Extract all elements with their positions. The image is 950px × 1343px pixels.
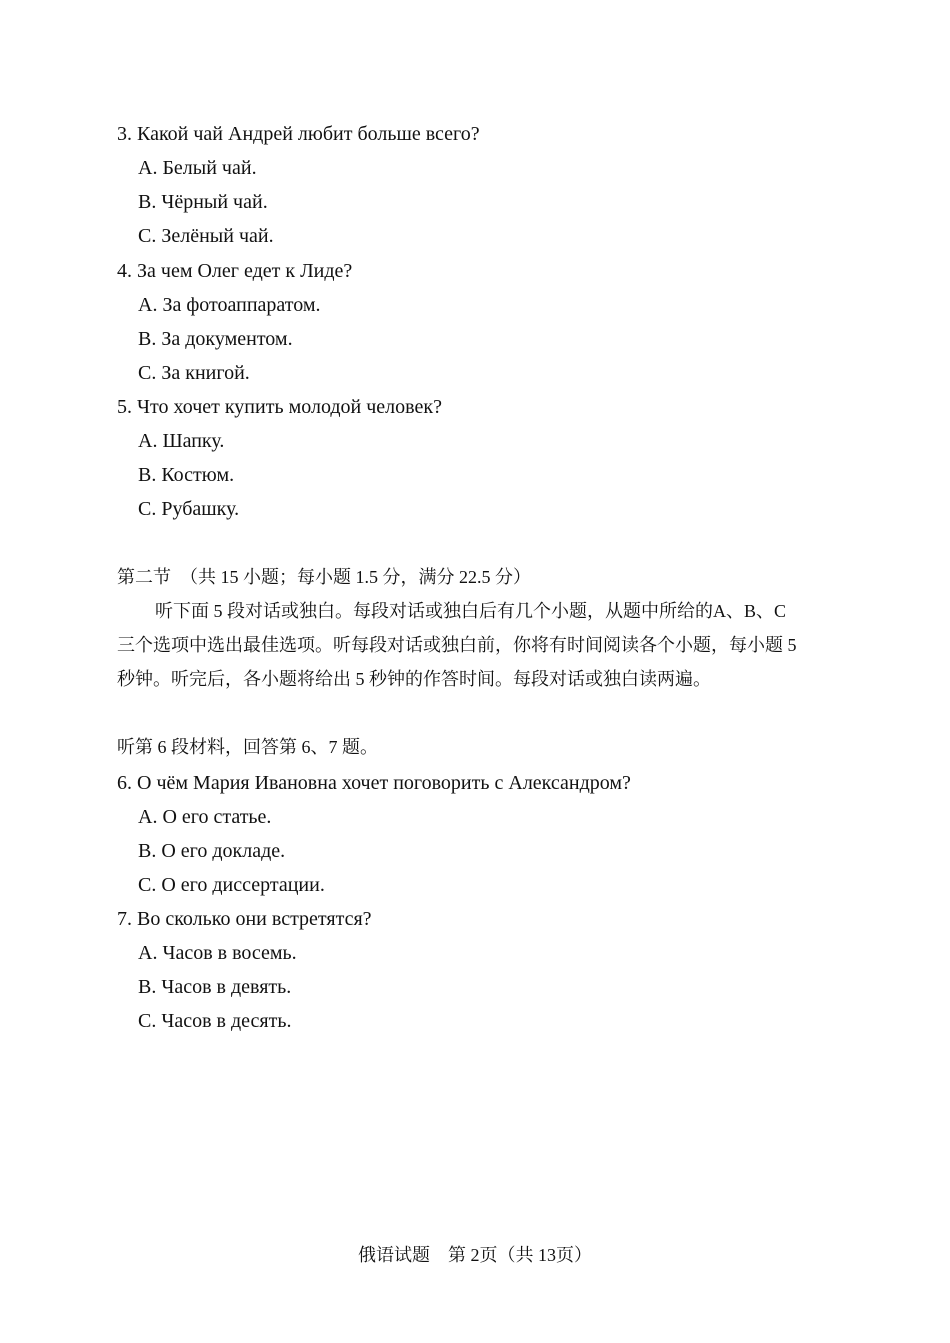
section-2-instructions-line-1: 听下面 5 段对话或独白。每段对话或独白后有几个小题，从题中所给的A、B、C (155, 601, 787, 621)
question-7: 7. Во сколько они встретятся? (117, 908, 372, 930)
question-5: 5. Что хочет купить молодой человек? (117, 396, 442, 418)
question-4-option-c: C. За книгой. (138, 362, 250, 384)
question-3-option-b: B. Чёрный чай. (138, 191, 268, 213)
question-6-option-c: C. О его диссертации. (138, 874, 325, 896)
question-7-option-c: C. Часов в десять. (138, 1010, 292, 1032)
question-7-option-b: B. Часов в девять. (138, 976, 292, 998)
question-3: 3. Какой чай Андрей любит больше всего? (117, 123, 480, 145)
question-3-option-c: C. Зелёный чай. (138, 225, 274, 247)
material-6-intro: 听第 6 段材料，回答第 6、7 题。 (117, 737, 378, 757)
page-footer: 俄语试题 第 2页（共 13页） (358, 1245, 592, 1265)
question-4-option-b: B. За документом. (138, 328, 293, 350)
question-3-option-a: A. Белый чай. (138, 157, 257, 179)
section-2-instructions-line-2: 三个选项中选出最佳选项。听每段对话或独白前，你将有时间阅读各个小题，每小题 5 (117, 635, 797, 655)
question-5-option-c: C. Рубашку. (138, 498, 240, 520)
question-5-option-b: B. Костюм. (138, 464, 235, 486)
question-7-option-a: A. Часов в восемь. (138, 942, 297, 964)
question-5-option-a: A. Шапку. (138, 430, 225, 452)
question-4-option-a: A. За фотоаппаратом. (138, 294, 321, 316)
question-6-option-b: B. О его докладе. (138, 840, 286, 862)
question-6-option-a: A. О его статье. (138, 806, 272, 828)
section-2-instructions-line-3: 秒钟。听完后，各小题将给出 5 秒钟的作答时间。每段对话或独白读两遍。 (117, 669, 711, 689)
question-6: 6. О чём Мария Ивановна хочет поговорить с Александром? (117, 772, 631, 794)
question-4: 4. За чем Олег едет к Лиде? (117, 260, 353, 282)
section-2-heading: 第二节 （共 15 小题；每小题 1.5 分，满分 22.5 分） (117, 567, 531, 587)
